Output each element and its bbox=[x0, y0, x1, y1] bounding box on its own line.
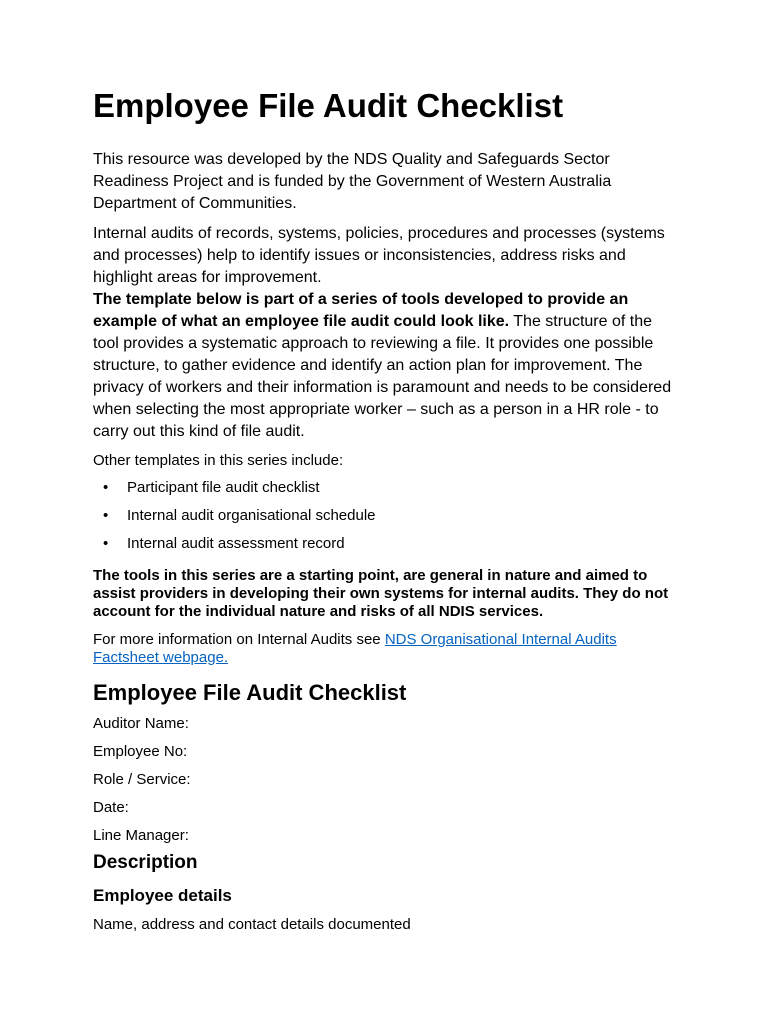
employee-no-field: Employee No: bbox=[93, 742, 188, 760]
intro-paragraph-3 bbox=[93, 289, 682, 443]
list-item-label: Participant file audit checklist bbox=[127, 478, 320, 496]
list-item bbox=[93, 507, 682, 535]
checklist-heading: Employee File Audit Checklist bbox=[93, 679, 407, 705]
intro-paragraph-1: This resource was developed by the NDS Quality and Safeguards Sector Readiness Project and is funded by the Government of Western Australia Department of Communities. bbox=[93, 150, 612, 212]
list-item bbox=[93, 479, 682, 507]
disclaimer-notice: The tools in this series are a starting point, are general in nature and aimed to assist providers in developing their own systems for internal audits. They do not account for the individual nature and risks of all NDIS services. bbox=[93, 566, 669, 620]
factsheet-link[interactable]: NDS Organisational Internal Audits Factsheet webpage. bbox=[93, 630, 617, 666]
description-heading: Description bbox=[93, 851, 198, 873]
other-templates-label: Other templates in this series include: bbox=[93, 451, 344, 469]
role-service-field: Role / Service: bbox=[93, 770, 191, 788]
employee-details-item: Name, address and contact details documented bbox=[93, 915, 411, 933]
list-item-label: Internal audit organisational schedule bbox=[127, 506, 376, 524]
more-info-text: For more information on Internal Audits see bbox=[93, 630, 385, 648]
bullet-icon: • bbox=[103, 478, 109, 496]
list-item-label: Internal audit assessment record bbox=[127, 534, 345, 552]
document-title: Employee File Audit Checklist bbox=[93, 87, 564, 124]
intro-paragraph-3-text: The structure of the tool provides a systematic approach to reviewing a file. It provides one possible structure, to gather evidence and identify an action plan for improvement. The privacy of workers and their information is paramount and needs to be considered when selecting the most appropriate worker – such as a person in a HR role - to carry out this kind of file audit. bbox=[93, 312, 672, 440]
bullet-icon: • bbox=[103, 534, 109, 552]
date-field: Date: bbox=[93, 798, 129, 816]
more-info-line bbox=[93, 631, 682, 667]
auditor-name-field: Auditor Name: bbox=[93, 714, 189, 732]
list-item bbox=[93, 535, 682, 563]
line-manager-field: Line Manager: bbox=[93, 826, 189, 844]
intro-paragraph-3-bold: The template below is part of a series of tools developed to provide an example of what an employee file audit could look like. bbox=[93, 290, 629, 330]
other-templates-list bbox=[93, 479, 682, 563]
intro-paragraph-2: Internal audits of records, systems, policies, procedures and processes (systems and processes) help to identify issues or inconsistencies, address risks and highlight areas for improvement. bbox=[93, 224, 665, 286]
employee-details-heading: Employee details bbox=[93, 885, 232, 905]
bullet-icon: • bbox=[103, 506, 109, 524]
